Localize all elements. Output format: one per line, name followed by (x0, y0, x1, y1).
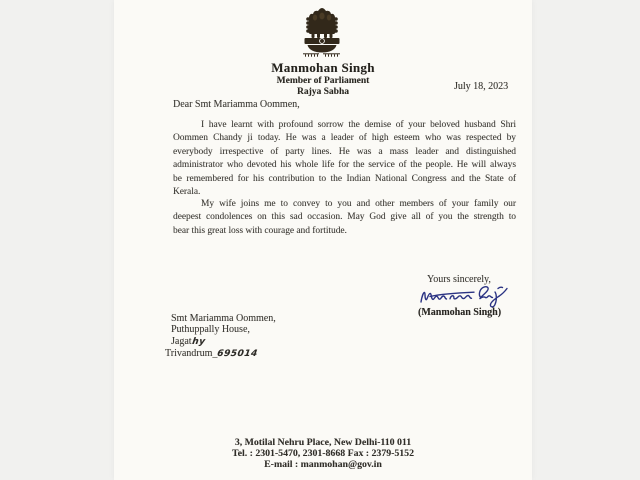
recipient-address (165, 313, 276, 361)
recipient-line-3: Jagathy (171, 335, 206, 347)
recipient-line-2: Puthuppally House, (171, 324, 250, 336)
letter-date: July 18, 2023 (454, 81, 509, 92)
handwritten-correction: hy (190, 336, 206, 347)
letter-page (114, 0, 532, 480)
recipient-line-4: Trivandrum_695014 (165, 348, 259, 360)
text-line: Oommen Chandy ji today. He was a leader of high esteem who was respected by (173, 133, 516, 144)
text-line: deepest condolences on this sad occasion. May God give all of you the strength to (173, 212, 516, 223)
recipient-line-1: Smt Mariamma Oommen, (171, 313, 276, 324)
text-line: be remembered for his contribution to the Indian National Congress and the State of (173, 173, 516, 184)
valediction: Yours sincerely, (427, 274, 491, 285)
footer-email: E-mail : manmohan@gov.in (264, 459, 382, 470)
body-paragraph-1 (173, 119, 516, 199)
text-line: I have learnt with profound sorrow the demise of your beloved husband Shri (201, 120, 516, 130)
handwritten-pincode: 695014 (216, 349, 259, 360)
letterhead-footer (114, 437, 532, 470)
text-line: everybody irrespective of party lines. He was a mass leader and distinguished (173, 146, 516, 157)
text-line: administrator who devoted his whole life for the service of the people. He will always (173, 160, 516, 171)
salutation: Dear Smt Mariamma Oommen, (173, 99, 300, 110)
text-line: bear this great loss with courage and fortitude. (173, 225, 347, 236)
sender-house: Rajya Sabha (297, 87, 349, 97)
footer-contact: Tel. : 2301-5470, 2301-8668 Fax : 2379-5152 (232, 448, 414, 459)
signer-name: (Manmohan Singh) (418, 307, 502, 318)
text-line: Kerala. (173, 187, 201, 198)
sender-name: Manmohan Singh (271, 60, 375, 75)
india-emblem-icon (292, 7, 352, 57)
sender-role: Member of Parliament (276, 76, 370, 86)
handwritten-signature-icon (417, 283, 513, 310)
text-line: My wife joins me to convey to you and other members of your family our (201, 199, 516, 209)
motto-satyameva-jayate (303, 53, 340, 56)
body-paragraph-2 (173, 198, 516, 238)
footer-address: 3, Motilal Nehru Place, New Delhi-110 011 (234, 437, 412, 448)
